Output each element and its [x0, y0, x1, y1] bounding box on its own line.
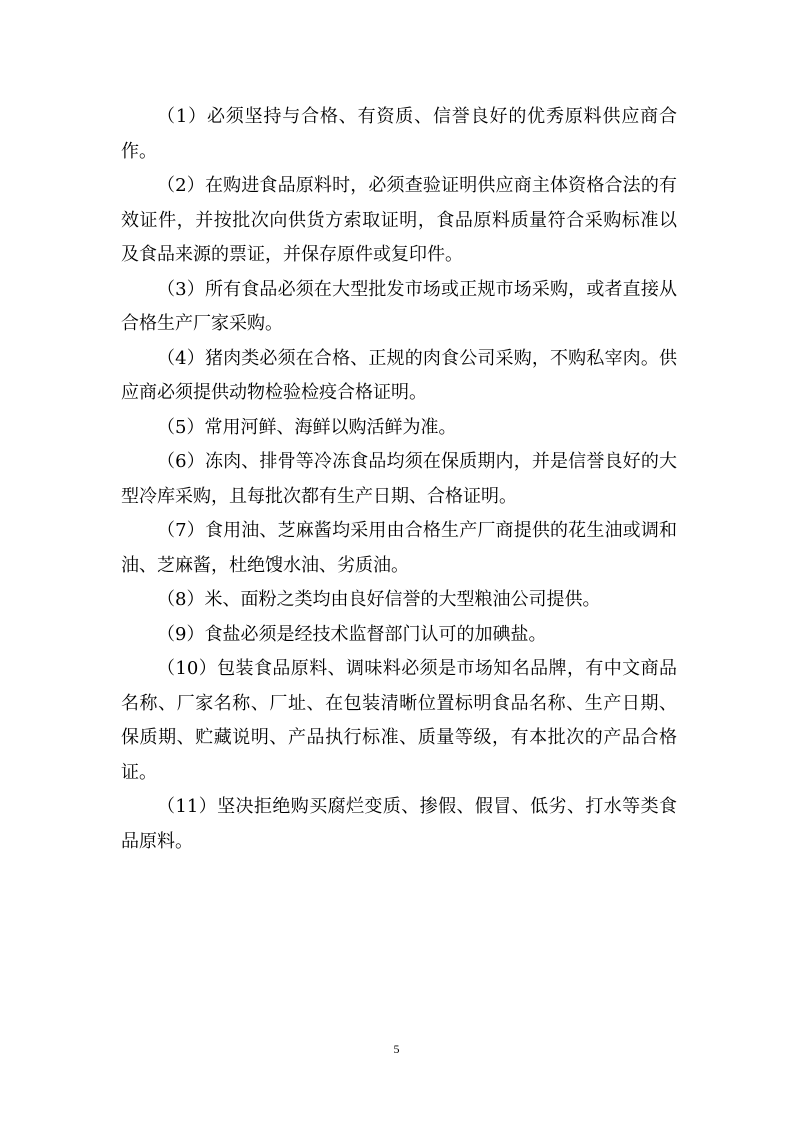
- paragraph-8: （8）米、面粉之类均由良好信誉的大型粮油公司提供。: [157, 589, 601, 610]
- page-number: 5: [393, 1042, 400, 1056]
- paragraph-2: （2）在购进食品原料时，必须查验证明供应商主体资格合法的有效证件，并按批次向供货方索取证明，食品原料质量符合采购标准以及食品来源的票证，并保存原件或复印件。: [121, 175, 677, 265]
- paragraph-7: （7）食用油、芝麻酱均采用由合格生产厂商提供的花生油或调和油、芝麻酱，杜绝馊水油、劣质油。: [121, 520, 677, 576]
- document-body: [121, 100, 677, 859]
- paragraph-10: （10）包装食品原料、调味料必须是市场知名品牌，有中文商品名称、厂家名称、厂址、在包装清晰位置标明食品名称、生产日期、保质期、贮藏说明、产品执行标准、质量等级，有本批次的产品合格证。: [121, 658, 677, 783]
- paragraph-6: （6）冻肉、排骨等冷冻食品均须在保质期内，并是信誉良好的大型冷库采购，且每批次都有生产日期、合格证明。: [121, 451, 677, 507]
- paragraph-1: （1）必须坚持与合格、有资质、信誉良好的优秀原料供应商合作。: [121, 106, 677, 162]
- paragraph-4: （4）猪肉类必须在合格、正规的肉食公司采购，不购私宰肉。供应商必须提供动物检验检疫合格证明。: [121, 347, 677, 403]
- paragraph-5: （5）常用河鲜、海鲜以购活鲜为准。: [157, 416, 457, 438]
- paragraph-3: （3）所有食品必须在大型批发市场或正规市场采购，或者直接从合格生产厂家采购。: [121, 278, 677, 334]
- paragraph-9: （9）食盐必须是经技术监督部门认可的加碘盐。: [157, 623, 547, 645]
- paragraph-11: （11）坚决拒绝购买腐烂变质、掺假、假冒、低劣、打水等类食品原料。: [121, 796, 677, 852]
